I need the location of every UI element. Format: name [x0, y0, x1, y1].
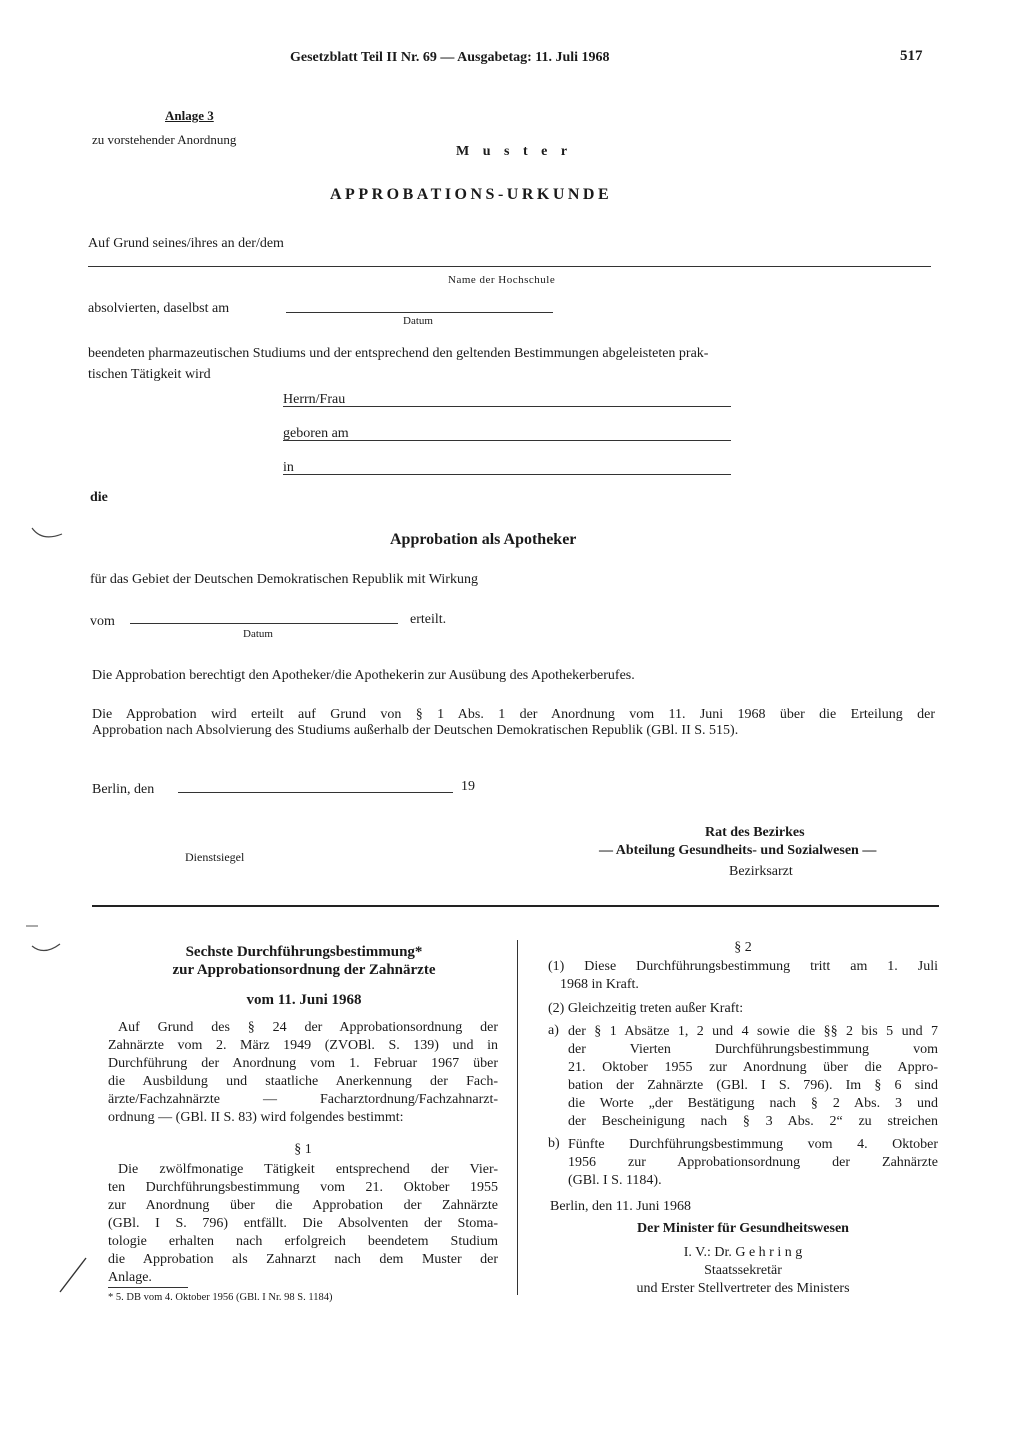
- footnote: * 5. DB vom 4. Oktober 1956 (GBl. I Nr. 98 S. 1184): [108, 1292, 333, 1303]
- approbation-title: Approbation als Apotheker: [390, 531, 577, 548]
- item-a-line: 21. Oktober 1955 zur Anordnung über die Appro-: [568, 1060, 938, 1075]
- muster-label: M u s t e r: [456, 144, 573, 159]
- hochschule-line: [88, 266, 931, 267]
- item-b-line: (GBl. I S. 1184).: [568, 1173, 662, 1188]
- para2-heading: § 2: [734, 940, 752, 955]
- grund-line-1: Die Approbation wird erteilt auf Grund von § 1 Abs. 1 der Anordnung vom 11. Juni 1968 über die Erteilung der: [92, 707, 935, 722]
- para2-p1-line: 1968 in Kraft.: [560, 977, 639, 992]
- field-geboren-label: geboren am: [283, 426, 349, 441]
- para1-heading: § 1: [294, 1142, 312, 1157]
- bezirksarzt-label: Bezirksarzt: [729, 864, 793, 879]
- para1-line: die Approbation als Zahnarzt nach dem Muster der: [108, 1252, 498, 1267]
- gebiet-text: für das Gebiet der Deutschen Demokratischen Republik mit Wirkung: [90, 572, 478, 587]
- right-berlin-date: Berlin, den 11. Juni 1968: [550, 1199, 692, 1214]
- rat-label: Rat des Bezirkes: [705, 825, 805, 840]
- left-intro-line: ordnung — (GBl. II S. 83) wird folgendes bestimmt:: [108, 1110, 404, 1125]
- para1-line: zur Anordnung über die Approbation der Zahnärzte: [108, 1198, 498, 1213]
- left-intro-line: die Ausbildung und staatliche Anerkennung der Fach-: [108, 1074, 498, 1089]
- para2-p1-line: (1) Diese Durchführungsbestimmung tritt am 1. Juli: [548, 959, 938, 974]
- item-a-line: der § 1 Absätze 1, 2 und 4 sowie die §§ 2 bis 5 und 7: [568, 1024, 938, 1039]
- iv-signature: I. V.: Dr. G e h r i n g: [683, 1245, 803, 1260]
- item-a-label: a): [548, 1023, 559, 1038]
- section-divider: [92, 905, 939, 907]
- minister-title: Der Minister für Gesundheitswesen: [637, 1221, 849, 1236]
- margin-mark-middle: [24, 920, 69, 960]
- item-a-line: die Worte „der Bestätigung nach § 2 Abs. 3 und: [568, 1096, 938, 1111]
- beendeten-line-2: tischen Tätigkeit wird: [88, 367, 211, 382]
- left-heading-1: Sechste Durchführungsbestimmung*: [185, 944, 423, 960]
- certificate-title: APPROBATIONS-URKUNDE: [330, 186, 613, 203]
- beendeten-line-1: beendeten pharmazeutischen Studiums und der entsprechend den geltenden Bestimmungen abgeleisteten prak-: [88, 346, 709, 361]
- margin-mark-bottom: [56, 1252, 96, 1297]
- field-in-line: [283, 474, 731, 475]
- absolvierten-date-caption: Datum: [403, 315, 433, 327]
- field-herr-label: Herrn/Frau: [283, 392, 346, 407]
- absolvierten-label: absolvierten, daselbst am: [88, 301, 230, 316]
- para1-line: Die zwölfmonatige Tätigkeit entsprechend der Vier-: [118, 1162, 498, 1177]
- erteilt-label: erteilt.: [410, 612, 447, 627]
- field-geboren-line: [283, 440, 731, 441]
- form-intro: Auf Grund seines/ihres an der/dem: [88, 236, 284, 251]
- berechtigt-text: Die Approbation berechtigt den Apotheker/die Apothekerin zur Ausübung des Apothekerberufes.: [92, 668, 635, 683]
- die-label: die: [90, 490, 108, 505]
- annex-label: Anlage 3: [165, 108, 214, 123]
- para1-line: ten Durchführungsbestimmung vom 21. Oktober 1955: [108, 1180, 498, 1195]
- item-b-label: b): [548, 1136, 560, 1151]
- stellvertreter-label: und Erster Stellvertreter des Ministers: [636, 1281, 850, 1296]
- footnote-rule: [108, 1287, 188, 1288]
- vom-label: vom: [90, 614, 115, 629]
- margin-mark-top: [28, 520, 68, 550]
- item-a-line: bation der Zahnärzte (GBl. I S. 796). Im § 6 sind: [568, 1078, 938, 1093]
- item-b-text: [568, 1136, 938, 1190]
- abteilung-label: — Abteilung Gesundheits- und Sozialwesen —: [599, 843, 877, 858]
- item-a-text: [568, 1023, 938, 1131]
- para1-line: tologie erhalten nach erfolgreich beendetem Studium: [108, 1234, 498, 1249]
- field-herr-line: [283, 406, 731, 407]
- dienstsiegel-label: Dienstsiegel: [185, 850, 245, 864]
- absolvierten-date-line: [286, 312, 553, 313]
- item-a-line: der Bescheinigung nach § 3 Abs. 2“ zu streichen: [568, 1114, 938, 1129]
- left-intro-paragraph: [108, 1019, 498, 1127]
- running-title: Gesetzblatt Teil II Nr. 69 — Ausgabetag: 11. Juli 1968: [290, 50, 610, 65]
- berlin-den-label: Berlin, den: [92, 782, 155, 797]
- year-label: 19: [461, 779, 475, 794]
- left-date: vom 11. Juni 1968: [246, 992, 362, 1008]
- item-a-line: der Vierten Durchführungsbestimmung vom: [568, 1042, 938, 1057]
- left-intro-line: Zahnärzte vom 2. März 1949 (ZVOBl. S. 139) und in: [108, 1038, 498, 1053]
- left-intro-line: Auf Grund des § 24 der Approbationsordnung der: [118, 1020, 498, 1035]
- annex-subtitle: zu vorstehender Anordnung: [92, 132, 237, 147]
- para2-p1: [548, 958, 938, 994]
- hochschule-caption: Name der Hochschule: [448, 274, 556, 286]
- para1-line: (GBl. I S. 796) entfällt. Die Absolventen der Stoma-: [108, 1216, 498, 1231]
- item-b-line: 1956 zur Approbationsordnung der Zahnärzte: [568, 1155, 938, 1170]
- vom-date-line: [130, 623, 398, 624]
- para1-paragraph: [108, 1161, 498, 1287]
- grund-line-2: Approbation nach Absolvierung des Studiums außerhalb der Deutschen Demokratischen Republik (GBl. II S. 515).: [92, 723, 739, 738]
- vom-date-caption: Datum: [243, 628, 273, 640]
- item-b-line: Fünfte Durchführungsbestimmung vom 4. Oktober: [568, 1137, 938, 1152]
- berlin-den-line: [178, 792, 453, 793]
- staatssekretaer-label: Staatssekretär: [704, 1263, 782, 1278]
- page-number: 517: [900, 48, 923, 64]
- para1-line: Anlage.: [108, 1270, 152, 1285]
- left-heading-2: zur Approbationsordnung der Zahnärzte: [172, 962, 436, 978]
- left-intro-line: ärzte/Fachzahnärzte — Facharztordnung/Fachzahnarzt-: [108, 1092, 498, 1107]
- para2-p2: (2) Gleichzeitig treten außer Kraft:: [548, 1001, 744, 1016]
- field-in-label: in: [283, 460, 294, 475]
- column-divider: [517, 940, 518, 1295]
- left-intro-line: Durchführung der Anordnung vom 1. Februar 1967 über: [108, 1056, 498, 1071]
